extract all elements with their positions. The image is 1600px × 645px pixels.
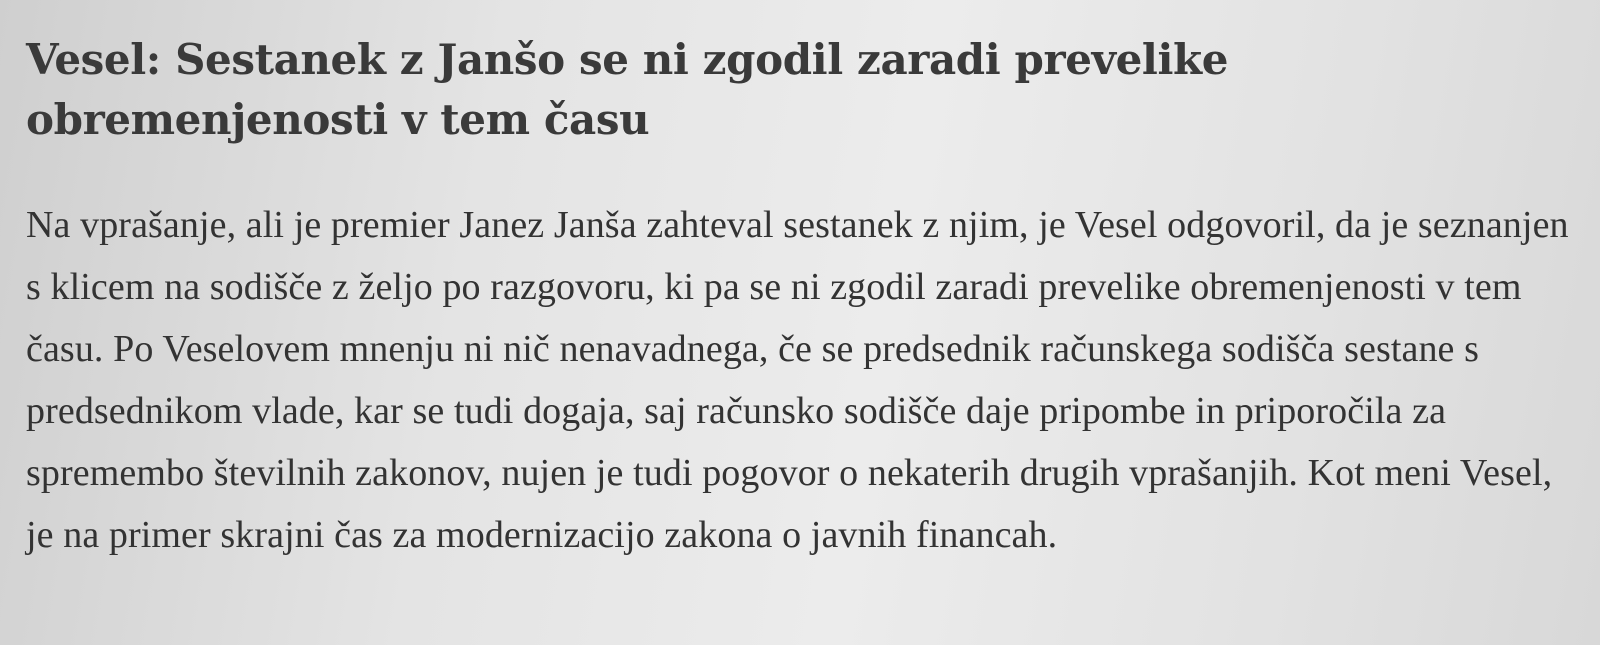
article-headline: Vesel: Sestanek z Janšo se ni zgodil zaradi prevelike obremenjenosti v tem času [26,35,1229,144]
article-paragraph: Na vprašanje, ali je premier Janez Janša zahteval sestanek z njim, je Vesel odgovoril, da je seznanjen s klicem na sodišče z željo po razgovoru, ki pa se ni zgodil zaradi prevelike obremenjenosti v tem času. Po Veselovem mnenju ni nič nenavadnega, če se predsednik računskega sodišča sestane s predsednikom vlade, kar se tudi dogaja, saj računsko sodišče daje pripombe in priporočila za spremembo številnih zakonov, nujen je tudi pogovor o nekaterih drugih vprašanjih. Kot meni Vesel, je na primer skrajni čas za modernizacijo zakona o javnih financah. [26,204,1569,556]
article [26,30,1571,566]
